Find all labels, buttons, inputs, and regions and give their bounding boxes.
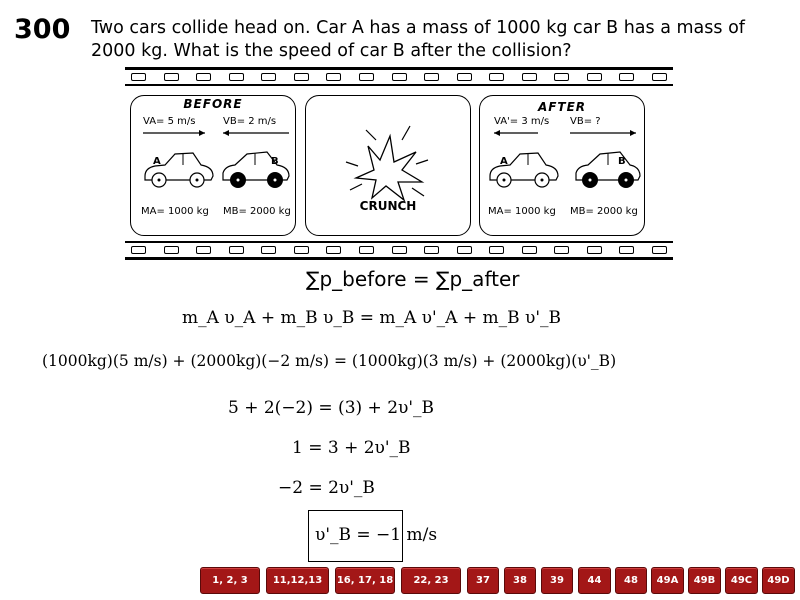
nav-button-22-23[interactable]: 22, 23: [401, 567, 461, 594]
equation-conservation-text: ∑p_before = ∑p_after: [306, 267, 520, 291]
equation-step3-text: −2 = 2υ'_B: [278, 478, 375, 498]
equation-substituted: [42, 352, 616, 370]
after-va-label: VA'= 3 m/s: [494, 116, 550, 127]
after-ma-label: MA= 1000 kg: [488, 206, 556, 217]
nav-button-1-2-3[interactable]: 1, 2, 3: [200, 567, 260, 594]
crunch-label: CRUNCH: [359, 199, 417, 213]
before-title: BEFORE: [183, 97, 243, 111]
nav-button-11-12-13[interactable]: 11,12,13: [266, 567, 329, 594]
answer-box: [308, 510, 438, 562]
after-vb-label: VB= ?: [570, 116, 601, 127]
after-car-b-label: B: [618, 156, 626, 167]
nav-button-39[interactable]: 39: [541, 567, 573, 594]
film-strip-diagram: [125, 67, 673, 260]
equation-conservation: [306, 267, 520, 291]
question-number: 300: [14, 14, 71, 45]
before-frame: [130, 95, 296, 236]
nav-button-38[interactable]: 38: [504, 567, 536, 594]
equation-step1: [228, 398, 434, 418]
nav-button-49b[interactable]: 49B: [688, 567, 721, 594]
after-mb-label: MB= 2000 kg: [570, 206, 638, 217]
before-car-a-label: A: [153, 156, 161, 167]
nav-button-16-17-18[interactable]: 16, 17, 18: [335, 567, 395, 594]
nav-button-37[interactable]: 37: [467, 567, 499, 594]
before-va-label: VA= 5 m/s: [143, 116, 196, 127]
after-car-a-label: A: [500, 156, 508, 167]
nav-button-48[interactable]: 48: [615, 567, 647, 594]
film-holes-top: [131, 73, 667, 81]
equation-step1-text: 5 + 2(−2) = (3) + 2υ'_B: [228, 398, 435, 418]
equation-answer: [315, 525, 437, 545]
equation-answer-text: υ'_B = −1 m/s: [315, 525, 438, 545]
before-ma-label: MA= 1000 kg: [141, 206, 209, 217]
equation-step2: [292, 438, 411, 458]
nav-button-49d[interactable]: 49D: [762, 567, 795, 594]
nav-button-44[interactable]: 44: [578, 567, 611, 594]
before-car-b-label: B: [271, 156, 279, 167]
nav-button-49c[interactable]: 49C: [725, 567, 758, 594]
after-frame: [479, 95, 645, 236]
equation-symbolic-text: m_A υ_A + m_B υ_B = m_A υ'_A + m_B υ'_B: [182, 308, 562, 328]
equation-step3: [278, 478, 375, 498]
after-title: AFTER: [537, 100, 587, 114]
equation-substituted-text: (1000kg)(5 m/s) + (2000kg)(−2 m/s) = (1000kg)(3 m/s) + (2000kg)(υ'_B): [42, 352, 617, 370]
equation-step2-text: 1 = 3 + 2υ'_B: [292, 438, 411, 458]
film-holes-bottom: [131, 246, 667, 254]
crunch-burst-icon: [306, 96, 472, 237]
before-vb-label: VB= 2 m/s: [223, 116, 277, 127]
crunch-frame: [305, 95, 471, 236]
question-text: Two cars collide head on. Car A has a mass of 1000 kg car B has a mass of 2000 kg. What is the speed of car B after the collision?: [91, 18, 745, 61]
nav-button-49a[interactable]: 49A: [651, 567, 684, 594]
before-mb-label: MB= 2000 kg: [223, 206, 291, 217]
equation-symbolic: [182, 308, 561, 328]
